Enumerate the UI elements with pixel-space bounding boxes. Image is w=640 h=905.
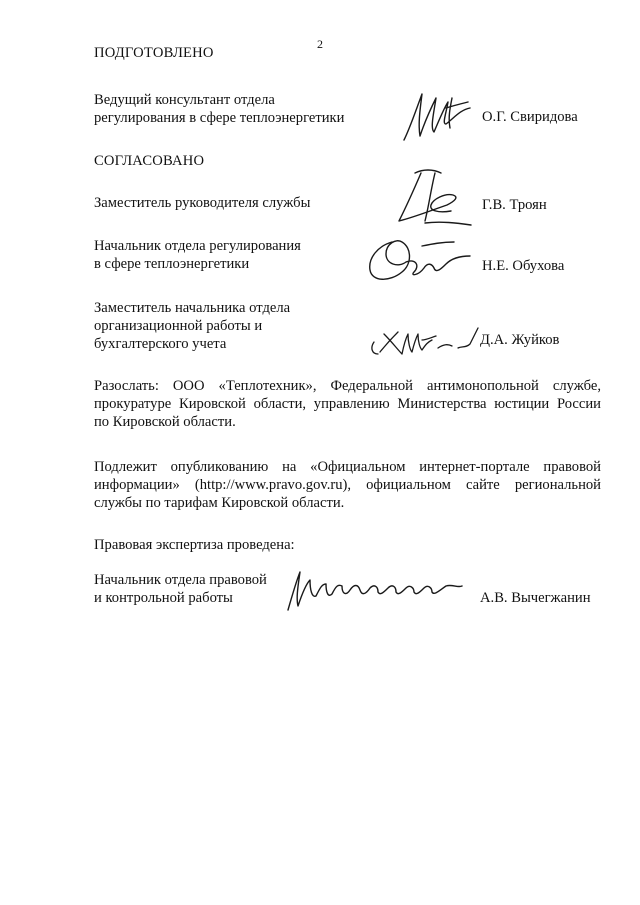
distribution-paragraph bbox=[94, 377, 601, 431]
position-line: Заместитель начальника отдела bbox=[94, 300, 291, 316]
signer-position bbox=[94, 237, 301, 273]
position-line: и контрольной работы bbox=[94, 590, 233, 606]
position-line: Ведущий консультант отдела bbox=[94, 92, 275, 108]
position-line: организационной работы и bbox=[94, 318, 263, 334]
legal-review-text: Правовая экспертиза проведена: bbox=[94, 537, 295, 553]
publication-line: информации» (http://www.pravo.gov.ru), официальном сайте региональной bbox=[94, 477, 601, 493]
position-line: регулирования в сфере теплоэнергетики bbox=[94, 110, 345, 126]
signature-sviridova bbox=[400, 88, 480, 144]
agreed-heading: СОГЛАСОВАНО bbox=[94, 153, 205, 169]
legal-review-position bbox=[94, 571, 267, 607]
signer-name: Г.В. Троян bbox=[482, 197, 547, 213]
signer-position bbox=[94, 194, 310, 212]
signer-position bbox=[94, 299, 290, 353]
prepared-name: О.Г. Свиридова bbox=[482, 109, 578, 125]
publication-line: службы по тарифам Кировской области. bbox=[94, 495, 345, 511]
position-line: бухгалтерского учета bbox=[94, 336, 227, 352]
signature-troyan bbox=[385, 165, 485, 230]
legal-review-name: А.В. Вычегжанин bbox=[480, 590, 591, 606]
position-line: Заместитель руководителя службы bbox=[94, 195, 311, 211]
signer-name: Н.Е. Обухова bbox=[482, 258, 565, 274]
position-line: Начальник отдела правовой bbox=[94, 572, 267, 588]
page-number: 2 bbox=[317, 37, 323, 51]
signer-name: Д.А. Жуйков bbox=[480, 332, 560, 348]
prepared-position bbox=[94, 91, 344, 127]
publication-line: Подлежит опубликованию на «Официальном интернет-портале правовой bbox=[94, 459, 601, 475]
position-line: Начальник отдела регулирования bbox=[94, 238, 301, 254]
position-line: в сфере теплоэнергетики bbox=[94, 256, 250, 272]
distribution-line: Разослать: ООО «Теплотехник», Федеральной антимонопольной службе, bbox=[94, 378, 601, 394]
distribution-line: прокуратуре Кировской области, управлению Министерства юстиции России bbox=[94, 396, 601, 412]
publication-paragraph bbox=[94, 458, 601, 512]
signature-obukhova bbox=[362, 228, 477, 286]
distribution-line: по Кировской области. bbox=[94, 414, 236, 430]
signature-vychegzhanin bbox=[282, 566, 467, 614]
signature-zhuikov bbox=[366, 322, 484, 362]
prepared-heading: ПОДГОТОВЛЕНО bbox=[94, 45, 214, 61]
